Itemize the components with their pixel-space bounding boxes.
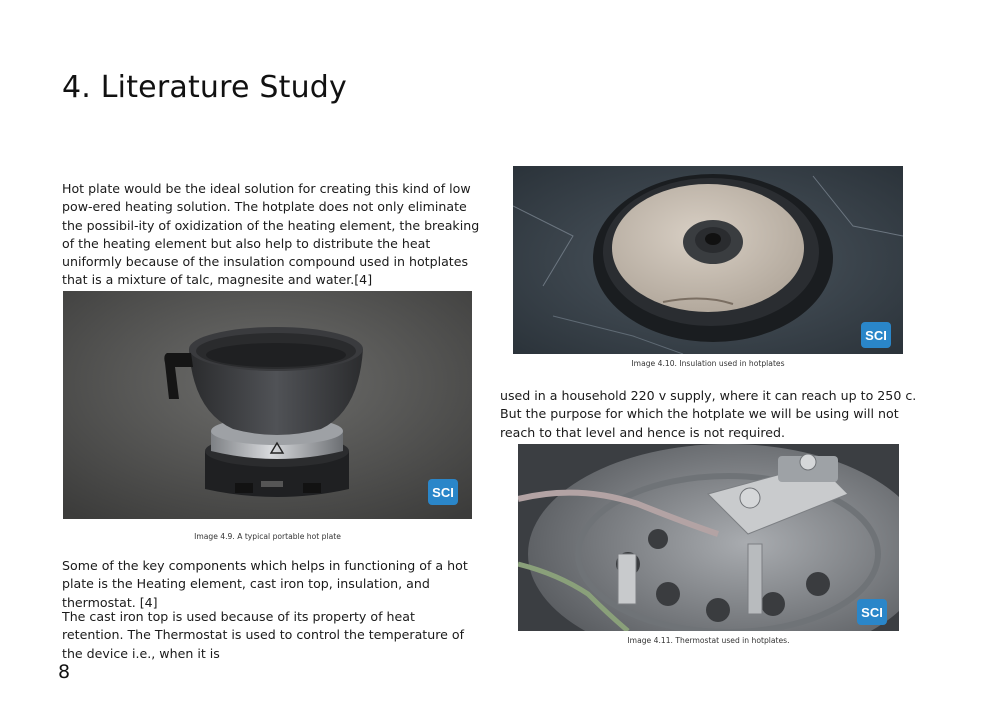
hot-plate-photo bbox=[63, 291, 472, 519]
components-paragraph: Some of the key components which helps in functioning of a hot plate is the Heating element, cast iron top, insulation, and thermostat. [4] bbox=[62, 558, 468, 610]
cast-iron-paragraph: The cast iron top is used because of its property of heat retention. The Thermostat is used to control the temperature of the device i.e., when it is bbox=[62, 609, 465, 661]
sci-logo-badge: SCI bbox=[861, 322, 891, 348]
thermostat-photo bbox=[518, 444, 899, 631]
page-number: 8 bbox=[58, 661, 71, 683]
figure-caption: Image 4.11. Thermostat used in hotplates. bbox=[627, 636, 790, 645]
insulation-photo bbox=[513, 166, 903, 354]
continued-paragraph: used in a household 220 v supply, where it can reach up to 250 c. But the purpose for which the hotplate we will be using will not reach to that level and hence is not required. bbox=[500, 388, 917, 440]
figure-caption: Image 4.9. A typical portable hot plate bbox=[194, 532, 341, 541]
page-title: 4. Literature Study bbox=[62, 70, 348, 105]
intro-paragraph: Hot plate would be the ideal solution for creating this kind of low pow-ered heating solution. The hotplate does not only eliminate the possibil-ity of oxidization of the heating element, the breaking of the heating element but also help to distribute the heat uniformly because of the insulation compound used in hotplates that is a mixture of talc, magnesite and water.[4] bbox=[62, 181, 480, 288]
sci-logo-badge: SCI bbox=[857, 599, 887, 625]
sci-logo-badge: SCI bbox=[428, 479, 458, 505]
figure-caption: Image 4.10. Insulation used in hotplates bbox=[631, 359, 785, 368]
